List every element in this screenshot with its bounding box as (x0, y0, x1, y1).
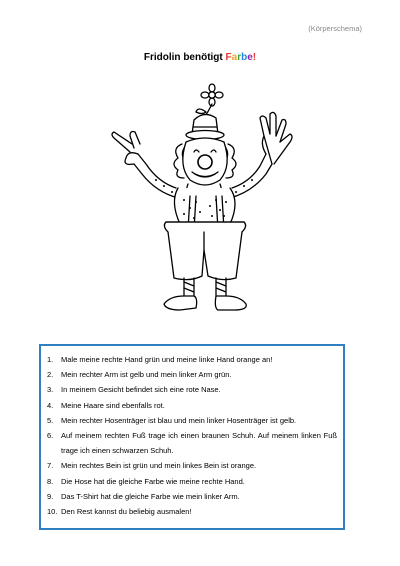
item-text: Auf meinem rechten Fuß trage ich einen braunen Schuh. Auf meinem linken Fuß trage ich einen schwarzen Schuh. (61, 431, 337, 456)
item-number: 8. (47, 476, 54, 486)
hat-flower (196, 84, 223, 118)
title-letter: ! (252, 52, 257, 63)
title-letter: e (247, 52, 253, 63)
legs (184, 278, 226, 296)
page-title (0, 52, 400, 63)
item-number: 4. (47, 400, 54, 410)
face (183, 138, 227, 185)
pants (164, 222, 245, 280)
list-item (47, 489, 337, 504)
item-text: Male meine rechte Hand grün und meine linke Hand orange an! (61, 355, 273, 364)
list-item (47, 382, 337, 397)
hat (186, 114, 224, 139)
item-number: 9. (47, 491, 54, 501)
shoes (164, 296, 246, 310)
category-label: (Körperschema) (308, 24, 362, 33)
item-number: 7. (47, 461, 54, 471)
list-item (47, 413, 337, 428)
item-text: Das T-Shirt hat die gleiche Farbe wie mein linker Arm. (61, 491, 240, 501)
list-item (47, 352, 337, 367)
item-number: 6. (47, 431, 54, 441)
title-letter: r (237, 52, 242, 63)
title-prefix: Fridolin benötigt (143, 52, 226, 63)
item-text: Mein rechter Hosenträger ist blau und mein linker Hosenträger ist gelb. (61, 415, 297, 425)
item-text: Die Hose hat die gleiche Farbe wie meine rechte Hand. (61, 476, 245, 486)
item-number: 5. (47, 415, 54, 425)
hand-left-side (112, 132, 140, 165)
item-text: In meinem Gesicht befindet sich eine rote Nase. (61, 385, 221, 395)
list-item (47, 428, 337, 458)
list-item (47, 398, 337, 413)
item-text: Mein rechtes Bein ist grün und mein linkes Bein ist orange. (61, 461, 257, 471)
clown-illustration (100, 82, 300, 322)
item-text: Mein rechter Arm ist gelb und mein linker Arm grün. (61, 370, 232, 380)
list-item (47, 367, 337, 382)
list-item (47, 458, 337, 473)
item-number: 1. (47, 355, 54, 364)
title-letter: F (225, 52, 232, 63)
item-number: 3. (47, 385, 54, 395)
title-letter: b (241, 52, 248, 63)
title-letter: a (231, 52, 238, 63)
task-list (47, 352, 337, 519)
item-text: Meine Haare sind ebenfalls rot. (61, 400, 165, 410)
item-number: 10. (47, 507, 58, 517)
item-text: Den Rest kannst du beliebig ausmalen! (61, 507, 192, 517)
list-item (47, 504, 337, 519)
item-number: 2. (47, 370, 54, 380)
task-list-box (39, 344, 345, 530)
list-item (47, 474, 337, 489)
